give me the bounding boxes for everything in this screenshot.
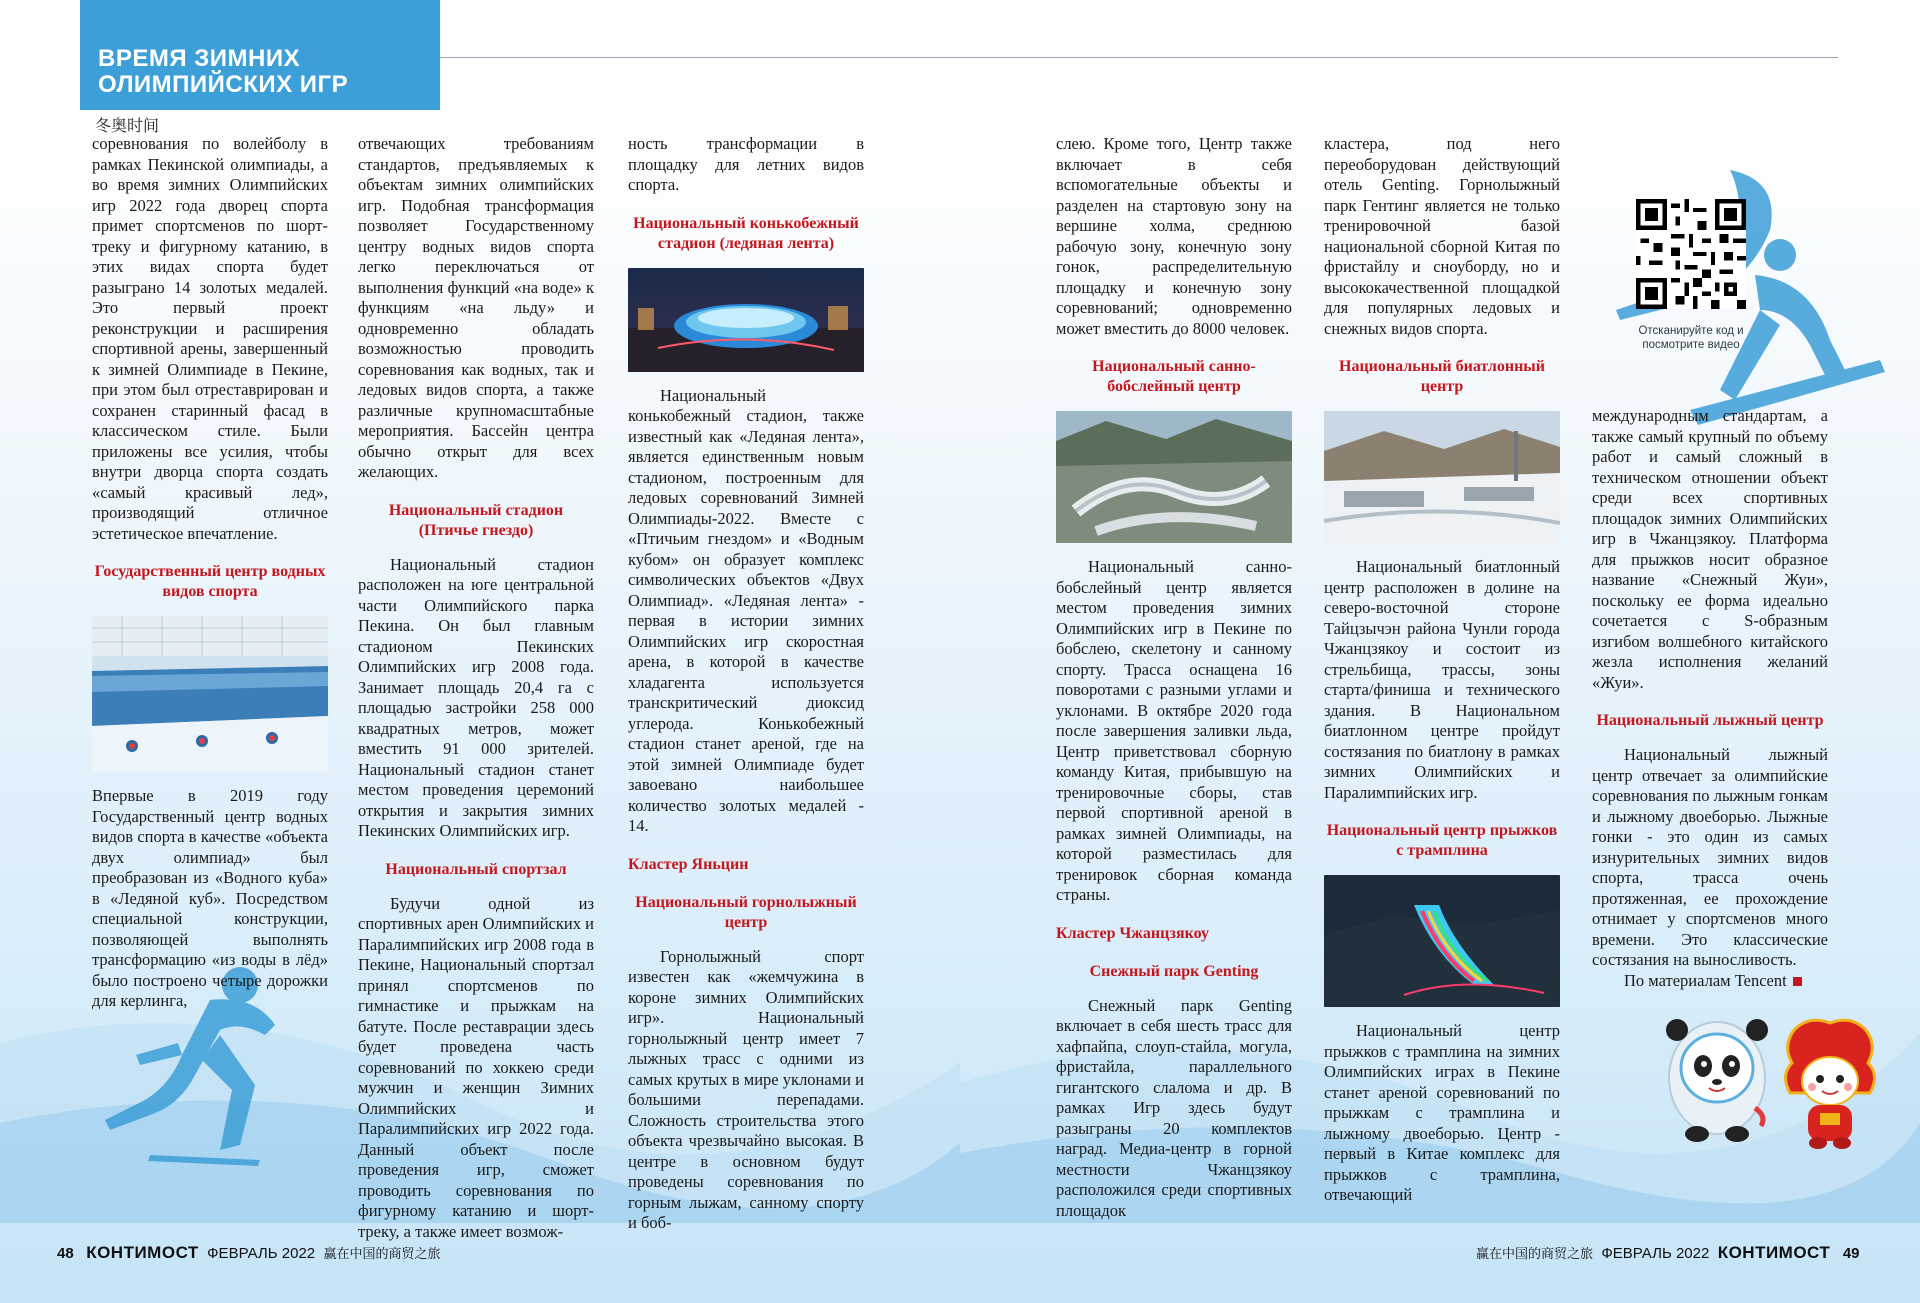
heading-national-stadium: Национальный стадион (Птичье гнездо) — [388, 501, 564, 539]
heading-sled-center: Национальный санно-бобслейный центр — [1092, 358, 1256, 395]
paragraph: слею. Кроме того, Центр также включает в себя вспомогательные объекты и разделен на стартовую зону на вершине холма, среднюю рабочую зону, конечную зону гонок, распределительную площадку и конечную зону соревнований; одновременно может вместить до 8000 человек. — [1056, 134, 1292, 338]
column-5 — [1324, 134, 1560, 1206]
paragraph: Национальный санно-бобслейный центр является местом проведения зимних Олимпийских игр в Пекине по бобслею, скелетону и санному спорту. Трасса оснащена 16 поворотами с разными углами и уклонами. В октябре 2020 года после завершения заливки льда, Центр приветствовал сборную команду Китая, прибывшую на тренировочные сборы, став первой спортивной ареной в рамках зимней Олимпиады, на которой разместилась для тренировок сборная команда страны. — [1056, 557, 1292, 904]
paragraph: Снежный парк Genting включает в себя шесть трасс для хафпайпа, слоуп-стайла, могула, фристайла, параллельного гигантского слалома и др. В рамках Игр здесь будут разыграны 20 комплектов наград. Медиа-центр в горной местности Чжанцзякоу расположился среди спортивных площадок — [1056, 995, 1292, 1220]
photo-sliding-center — [1056, 411, 1292, 543]
photo-ice-ribbon — [628, 268, 864, 372]
paragraph: кластера, под него переоборудован действующий отель Genting. Горнолыжный парк Гентинг является не только тренировочной базой национальной сборной Китая по фристайлу и сноуборду, но и высококачественной площадкой для популярных ледовых и снежных видов спорта. — [1324, 134, 1560, 338]
column-3 — [628, 134, 864, 1234]
header-divider — [440, 57, 1838, 58]
column-4 — [1056, 134, 1292, 1221]
footer-right — [1476, 1243, 1860, 1263]
section-subtitle-cn: 冬奥时间 — [95, 116, 160, 135]
column-6 — [1592, 406, 1828, 991]
section-title — [98, 46, 438, 98]
issue-date-right: ФЕВРАЛЬ 2022 — [1601, 1245, 1710, 1262]
paragraph: Будучи одной из спортивных арен Олимпийских и Паралимпийских игр 2008 года в Пекине, Национальный спортзал принял спортсменов по гимнастике и прыжкам на батуте. После реставрации здесь будет проведена часть соревнований по хоккею среди мужчин и женщин Зимних Олимпийских и Паралимпийских игр 2022 года. Данный объект после проведения игр, сможет проводить соревнования по фигурному катанию и шорт-треку, а также имеет возмож- — [358, 893, 594, 1241]
qr-caption: Отсканируйте код и посмотрите видео — [1638, 325, 1744, 351]
heading-national-gym: Национальный спортзал — [385, 860, 567, 878]
source-text: По материалам Tencent — [1624, 970, 1787, 990]
source-note — [1592, 971, 1828, 992]
slogan-cn-right: 赢在中国的商贸之旅 — [1476, 1247, 1594, 1262]
paragraph: Национальный стадион расположен на юге центральной части Олимпийского парка Пекина. Он был главным стадионом Пекинских Олимпийских игр 2008 года. Занимает площадь 20,4 га с площадью застройки 258 000 квадратных метров, может вместить 91 000 зрителей. Национальный стадион станет местом проведения церемоний открытия и закрытия зимних Пекинских Олимпийских игр. — [358, 554, 594, 840]
issue-date-left: ФЕВРАЛЬ 2022 — [207, 1245, 316, 1262]
heading-ski-center: Национальный лыжный центр — [1596, 712, 1824, 729]
video-qr-block — [1633, 199, 1749, 352]
footer-left — [57, 1243, 441, 1263]
heading-biathlon-center: Национальный биатлонный центр — [1339, 358, 1545, 395]
paragraph: Национальный биатлонный центр расположен в долине на северо-восточной стороне Тайцзычэн района Чунли города Чжанцзякоу и состоит из стрельбища, трассы, зоны старта/финиша и технического здания. В Национальном биатлонном центре пройдут состязания по биатлону в рамках зимних Олимпийских и Паралимпийских игр. — [1324, 557, 1560, 802]
paragraph: Впервые в 2019 году Государственный центр водных видов спорта в качестве «объекта двух олимпиад» был преобразован из «Водного куба» в «Ледяной куб». Посредством специальной конструкции, позволяющей выполнять трансформацию «из воды в лёд» было построено четыре дорожки для керлинга, — [92, 786, 328, 1010]
column-1 — [92, 134, 328, 1012]
heading-water-center: Государственный центр водных видов спорта — [94, 563, 326, 600]
page-number-right: 49 — [1842, 1245, 1860, 1262]
magazine-brand-left: КОНТИМОСТ — [86, 1243, 199, 1262]
shuey-rhon-rhon-mascot — [1780, 1015, 1880, 1150]
qr-code[interactable] — [1636, 199, 1746, 309]
paragraph: Национальный центр прыжков с трамплина на зимних Олимпийских играх в Пекине станет ареной соревнований по прыжкам с трамплина и лыжному двоеборью. Центр - первый в Китае комплекс для прыжков с трамплина, отвечающий — [1324, 1021, 1560, 1204]
paragraph: Национальный конькобежный стадион, также известный как «Ледяная лента», является единственным новым стадионом, построенным для ледовых соревнований Зимней Олимпиады-2022. Вместе с «Птичьим гнездом» и «Водным кубом» он образует комплекс символических объектов «Двух Олимпиад». «Ледяная лента» - первая в истории зимних Олимпийских игр скоростная арена, в которой в качестве хладагента используется транскритический диоксид углерода. Конькобежный стадион станет ареной, где на этой зимней Олимпиаде будет завоевано наибольшее количество золотых медалей - 14. — [628, 385, 864, 835]
paragraph: Национальный лыжный центр отвечает за олимпийские соревнования по лыжным гонкам и лыжному двоеборью. Лыжные гонки - это один из самых изнурительных зимних видов спорта, трасса очень протяженная, ее прохождение отнимает у спортсменов много времени. Это классические состязания на выносливость. — [1592, 745, 1828, 969]
end-mark-icon — [1793, 977, 1802, 986]
slogan-cn-left: 赢在中国的商贸之旅 — [323, 1247, 441, 1262]
photo-ski-jump — [1324, 875, 1560, 1007]
paragraph: ность трансформации в площадку для летних видов спорта. — [628, 134, 864, 194]
photo-water-cube-curling — [92, 616, 328, 772]
heading-zhangjiakou-cluster: Кластер Чжанцзякоу — [1056, 924, 1209, 942]
bing-dwen-dwen-mascot — [1657, 1008, 1777, 1148]
magazine-brand-right: КОНТИМОСТ — [1717, 1243, 1831, 1262]
heading-ski-jump-center: Национальный центр прыжков с трамплина — [1326, 822, 1558, 859]
heading-yanqing-cluster: Кластер Яньцин — [628, 855, 749, 873]
heading-skating-oval: Национальный конькобежный стадион (ледяная лента) — [633, 214, 859, 252]
column-2 — [358, 134, 594, 1242]
section-title-line1: ВРЕМЯ ЗИМНИХ — [98, 45, 301, 72]
paragraph: отвечающих требованиям стандартов, предъявляемых к объектам зимних олимпийских игр. Подобная трансформация позволяет Государственному центру водных видов спорта легко переключаться от выполнения функций «на воде» к функциям «на льду» и одновременно обладать возможностью проводить соревнования как водных, так и ледовых видов спорта, а также различные крупномасштабные мероприятия. Бассейн центра обычно открыт для всех желающих. — [358, 134, 594, 481]
heading-alpine-center: Национальный горнолыжный центр — [635, 893, 857, 931]
paragraph: Горнолыжный спорт известен как «жемчужина в короне зимних Олимпийских игр». Национальный горнолыжный центр имеет 7 лыжных трасс с одними из самых крутых в мире уклонами и большими перепадами. Сложность строительства этого объекта чрезвычайно высокая. В центре в основном будут проведены соревнования по горным лыжам, санному спорту и боб- — [628, 946, 864, 1232]
heading-genting-park: Снежный парк Genting — [1089, 962, 1259, 980]
paragraph: соревнования по волейболу в рамках Пекинской олимпиады, а во время зимних Олимпийских игр 2022 года дворец спорта примет спортсменов по шорт-треку и фигурному катанию, в этих видах спорта будет разыграно 14 золотых медалей. Это первый проект реконструкции и расширения спортивной арены, завершенный к зимней Олимпиаде в Пекине, при этом был отреставрирован и сохранен старинный фасад в классическом стиле. Были приложены все усилия, чтобы внутри дворца спорта создать «самый красивый лед», производящий отличное эстетическое впечатление. — [92, 134, 328, 543]
paragraph: международным стандартам, а также самый крупный по объему работ и самый сложный в техническом отношении объект среди всех спортивных площадок зимних Олимпийских игр в Чжанцзякоу. Платформа для прыжков носит образное название «Снежный Жуи», поскольку ее форма идеально сочетается с S-образным изгибом волшебного китайского жезла исполнения желаний «Жуи». — [1592, 406, 1828, 692]
section-title-line2: ОЛИМПИЙСКИХ ИГР — [98, 71, 349, 98]
page-number-left: 48 — [57, 1245, 74, 1262]
photo-biathlon-center — [1324, 411, 1560, 543]
